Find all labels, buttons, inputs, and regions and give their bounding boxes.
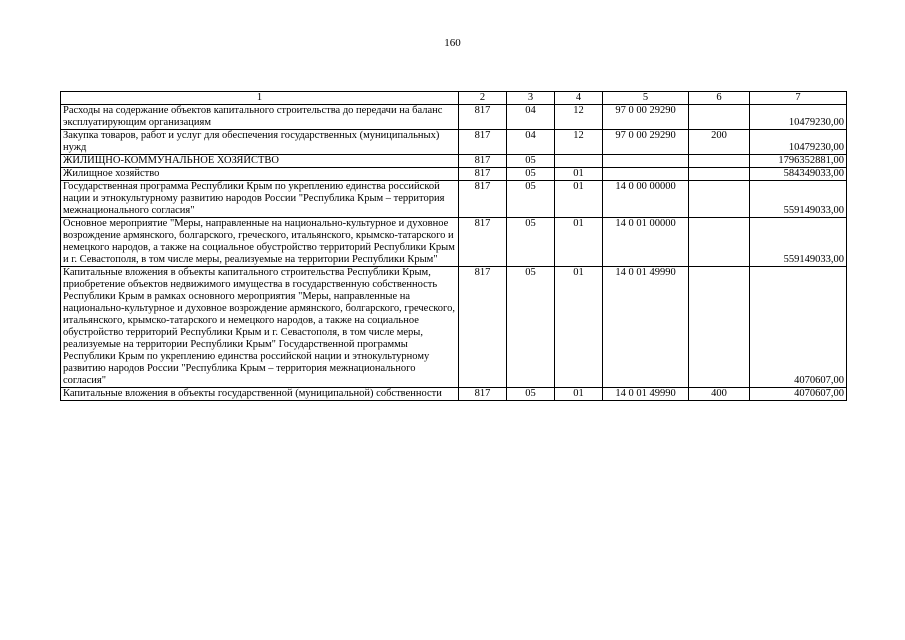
row-c4: 01 xyxy=(555,168,603,181)
row-c2: 817 xyxy=(459,267,507,388)
header-cell-6: 6 xyxy=(689,92,750,105)
row-c2: 817 xyxy=(459,130,507,155)
row-c4 xyxy=(555,155,603,168)
row-c3: 04 xyxy=(507,105,555,130)
row-c3: 05 xyxy=(507,155,555,168)
header-cell-4: 4 xyxy=(555,92,603,105)
row-c3: 05 xyxy=(507,267,555,388)
header-row xyxy=(61,92,847,105)
table-row xyxy=(61,155,847,168)
header-cell-3: 3 xyxy=(507,92,555,105)
row-c6 xyxy=(689,155,750,168)
table-row xyxy=(61,267,847,388)
row-c4: 01 xyxy=(555,218,603,267)
row-c7: 10479230,00 xyxy=(750,105,847,130)
row-c4: 01 xyxy=(555,181,603,218)
row-name: Государственная программа Республики Крым по укреплению единства российской нации и этнокультурному развитию народов России "Республика Крым – территория межнационального согласия" xyxy=(61,181,459,218)
row-c2: 817 xyxy=(459,155,507,168)
row-c3: 04 xyxy=(507,130,555,155)
row-c6 xyxy=(689,168,750,181)
row-c7: 584349033,00 xyxy=(750,168,847,181)
row-c7: 559149033,00 xyxy=(750,218,847,267)
row-c7: 4070607,00 xyxy=(750,388,847,401)
row-c6: 200 xyxy=(689,130,750,155)
header-cell-7: 7 xyxy=(750,92,847,105)
header-cell-1: 1 xyxy=(61,92,459,105)
row-c5: 97 0 00 29290 xyxy=(603,105,689,130)
row-c6: 400 xyxy=(689,388,750,401)
header-cell-5: 5 xyxy=(603,92,689,105)
row-c5: 14 0 00 00000 xyxy=(603,181,689,218)
row-c2: 817 xyxy=(459,105,507,130)
row-c2: 817 xyxy=(459,181,507,218)
row-c3: 05 xyxy=(507,181,555,218)
row-c6 xyxy=(689,218,750,267)
row-c6 xyxy=(689,105,750,130)
table-row xyxy=(61,218,847,267)
row-c3: 05 xyxy=(507,218,555,267)
row-c2: 817 xyxy=(459,218,507,267)
row-c5: 14 0 01 00000 xyxy=(603,218,689,267)
row-c5 xyxy=(603,168,689,181)
table-row xyxy=(61,105,847,130)
row-c7: 1796352881,00 xyxy=(750,155,847,168)
row-c3: 05 xyxy=(507,388,555,401)
row-c4: 01 xyxy=(555,388,603,401)
row-c5: 97 0 00 29290 xyxy=(603,130,689,155)
row-c4: 01 xyxy=(555,267,603,388)
row-name: Жилищное хозяйство xyxy=(61,168,459,181)
row-c4: 12 xyxy=(555,105,603,130)
row-c6 xyxy=(689,181,750,218)
row-c7: 10479230,00 xyxy=(750,130,847,155)
row-c5: 14 0 01 49990 xyxy=(603,388,689,401)
row-c7: 559149033,00 xyxy=(750,181,847,218)
budget-table xyxy=(60,91,847,401)
row-c7: 4070607,00 xyxy=(750,267,847,388)
page-number: 160 xyxy=(444,37,461,49)
row-c2: 817 xyxy=(459,388,507,401)
row-name: ЖИЛИЩНО-КОММУНАЛЬНОЕ ХОЗЯЙСТВО xyxy=(61,155,459,168)
row-name: Закупка товаров, работ и услуг для обеспечения государственных (муниципальных) нужд xyxy=(61,130,459,155)
table-row xyxy=(61,168,847,181)
table-row xyxy=(61,130,847,155)
header-cell-2: 2 xyxy=(459,92,507,105)
table-row xyxy=(61,388,847,401)
row-c6 xyxy=(689,267,750,388)
row-c5 xyxy=(603,155,689,168)
row-c2: 817 xyxy=(459,168,507,181)
row-name: Капитальные вложения в объекты государственной (муниципальной) собственности xyxy=(61,388,459,401)
row-c3: 05 xyxy=(507,168,555,181)
row-name: Капитальные вложения в объекты капитального строительства Республики Крым, приобретение объектов недвижимого имущества в государственную собственность Республики Крым в рамках основного мероприятия "Меры, направленные на национально-культурное и духовное возрождение армянского, болгарского, греческого, итальянского, крымско-татарского и немецкого народов, а также на социальное обустройство территорий Республики Крым и г. Севастополя, в том числе меры, реализуемые на территории Республики Крым" Государственной программы Республики Крым по укреплению единства российской нации и этнокультурному развитию народов России "Республика Крым – территория межнационального согласия" xyxy=(61,267,459,388)
row-name: Основное мероприятие "Меры, направленные на национально-культурное и духовное возрождение армянского, болгарского, греческого, итальянского, крымско-татарского и немецкого народов, а также на социальное обустройство территорий Республики Крым и г. Севастополя, в том числе меры, реализуемые на территории Республики Крым" xyxy=(61,218,459,267)
row-name: Расходы на содержание объектов капитального строительства до передачи на баланс эксплуатирующим организациям xyxy=(61,105,459,130)
row-c4: 12 xyxy=(555,130,603,155)
table-row xyxy=(61,181,847,218)
row-c5: 14 0 01 49990 xyxy=(603,267,689,388)
